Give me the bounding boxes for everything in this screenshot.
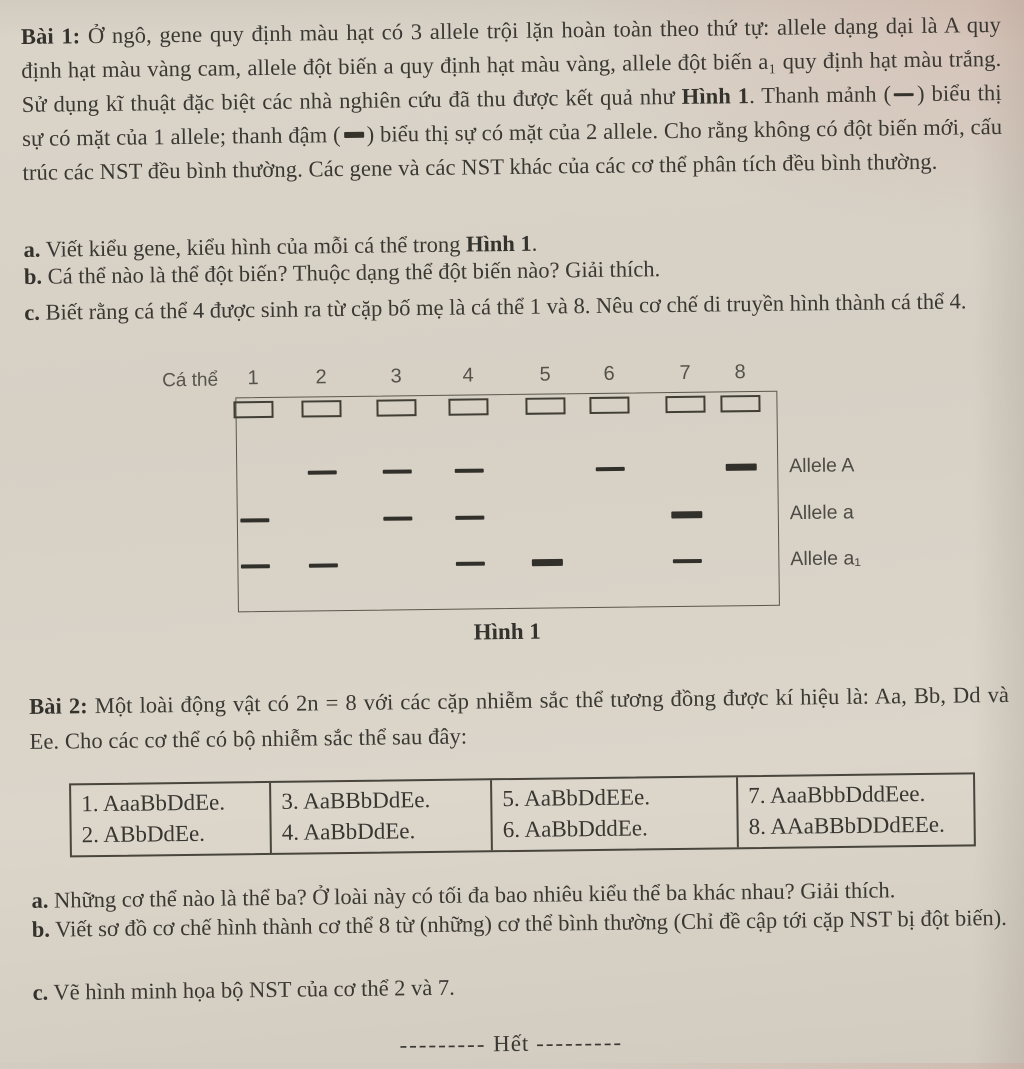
figure-caption: Hình 1 bbox=[473, 618, 541, 645]
lane-number: 6 bbox=[603, 362, 615, 385]
lane-number: 8 bbox=[734, 361, 746, 384]
genotype-entry: 6. AaBbDddEe. bbox=[502, 815, 648, 843]
question-text: Những cơ thể nào là thể ba? Ở loài này có tối đa bao nhiêu kiểu thể ba khác nhau? Giải thích. bbox=[48, 877, 896, 913]
bai1-text-4: ) biểu thị sự có mặt của 2 allele. Cho rằng không có đột biến mới, cấu trúc các NST đều bình thường. Các gene và các NST khác của các cơ thể phân tích đều bình thường. bbox=[22, 113, 1003, 185]
question-text: Biết rằng cá thể 4 được sinh ra từ cặp bố mẹ là cá thể 1 và 8. Nêu cơ chế di truyền hình thành cá thể 4. bbox=[39, 288, 967, 325]
table-column bbox=[269, 780, 491, 853]
question-letter: a. bbox=[31, 887, 49, 913]
bai2-label: Bài 2: bbox=[28, 693, 88, 719]
question-text: Viết sơ đồ cơ chế hình thành cơ thể 8 từ (những) cơ thể bình thường (Chỉ đề cập tới cặp NST bị đột biến). bbox=[49, 904, 1007, 942]
bai1-label: Bài 1: bbox=[20, 23, 81, 49]
table-column bbox=[736, 774, 974, 847]
thick-allele-band bbox=[671, 511, 702, 518]
bai1-figure-reference: Hình 1 bbox=[465, 230, 532, 257]
bai1-figure-reference: Hình 1 bbox=[681, 83, 750, 109]
thin-allele-band bbox=[240, 518, 269, 522]
gel-well bbox=[448, 398, 488, 415]
genotype-entry: 3. AaBBbDdEe. bbox=[281, 787, 431, 814]
thin-allele-band bbox=[383, 516, 412, 520]
end-label: Hết bbox=[493, 1030, 530, 1057]
genotype-entry: 2. ABbDdEe. bbox=[81, 820, 206, 848]
lane-number: 5 bbox=[539, 363, 551, 386]
question-text: Viết kiểu gene, kiểu hình của mỗi cá thể trong bbox=[40, 231, 467, 262]
thin-allele-band bbox=[673, 559, 702, 563]
gel-well bbox=[665, 396, 705, 413]
genotype-entry: 8. AAaBBbDDdEEe. bbox=[748, 811, 945, 840]
thin-allele-band bbox=[456, 562, 485, 566]
end-dashes-left: --------- bbox=[399, 1031, 487, 1058]
thin-allele-band bbox=[455, 516, 484, 520]
bai2-paragraph bbox=[29, 677, 1010, 759]
genotype-entry: 1. AaaBbDdEe. bbox=[81, 789, 226, 817]
question-letter: b. bbox=[23, 263, 43, 289]
lane-number: 7 bbox=[679, 361, 691, 384]
end-dashes-right: --------- bbox=[535, 1029, 624, 1056]
allele-row-label: Allele a₁ bbox=[790, 547, 862, 571]
bai1-text-3: ) biểu thị sự có mặt của 1 allele; thanh đậm ( bbox=[22, 79, 1002, 151]
allele-row-label: Allele a bbox=[789, 501, 854, 525]
lane-number: 2 bbox=[315, 366, 327, 389]
table-column bbox=[71, 783, 270, 855]
allele-row-label: Allele A bbox=[789, 454, 855, 478]
gel-well bbox=[301, 400, 341, 417]
bai2-text: Một loài động vật có 2n = 8 với các cặp nhiễm sắc thể tương đồng được kí hiệu là: Aa, Bb, Dd và Ee. Cho các cơ thể có bộ nhiễm sắc thể sau đây: bbox=[29, 681, 1010, 754]
genotype-entry: 7. AaaBbbDddEee. bbox=[748, 780, 926, 809]
question-text: Cá thể nào là thể đột biến? Thuộc dạng thể đột biến nào? Giải thích. bbox=[41, 256, 661, 289]
gel-well bbox=[720, 395, 760, 412]
table-column bbox=[490, 777, 737, 850]
question-letter: a. bbox=[23, 236, 41, 262]
thin-allele-band bbox=[308, 470, 337, 474]
thick-allele-band bbox=[726, 464, 757, 471]
question-text: . bbox=[531, 230, 538, 256]
thin-allele-band bbox=[596, 467, 625, 471]
bai1-text-2: . Thanh mảnh ( bbox=[748, 81, 892, 109]
genotype-entry: 5. AaBbDdEEe. bbox=[502, 784, 651, 812]
gel-well bbox=[233, 401, 273, 418]
question-letter: b. bbox=[31, 916, 51, 942]
question-text: Vẽ hình minh họa bộ NST của cơ thể 2 và 7. bbox=[48, 974, 455, 1005]
thin-allele-band bbox=[455, 469, 484, 473]
thick-allele-band bbox=[532, 559, 563, 566]
thin-allele-band bbox=[309, 563, 338, 567]
lane-number: 1 bbox=[247, 367, 259, 390]
thin-allele-band bbox=[383, 469, 412, 473]
lane-number: 3 bbox=[390, 365, 402, 388]
thin-allele-band bbox=[241, 564, 270, 568]
gel-box bbox=[235, 391, 780, 613]
gel-well bbox=[376, 399, 416, 416]
question-letter: c. bbox=[32, 979, 49, 1005]
bai1-text-1: Ở ngô, gene quy định màu hạt có 3 allele trội lặn hoàn toàn theo thứ tự: allele dạng dại là A quy định hạt màu vàng cam, allele đột biến a quy định hạt màu vàng, allele đột biến a₁ quy định hạt màu trắng. Sử dụng kĩ thuật đặc biệt các nhà nghiên cứu đã thu được kết quả như bbox=[21, 11, 1002, 117]
figure-lane-row-label: Cá thể bbox=[162, 369, 219, 392]
gel-well bbox=[589, 397, 629, 414]
bai2-question-c bbox=[32, 971, 455, 1009]
lane-number: 4 bbox=[462, 364, 474, 387]
question-letter: c. bbox=[24, 299, 41, 325]
gel-well bbox=[525, 397, 565, 414]
bai2-table bbox=[69, 772, 976, 857]
genotype-entry: 4. AaBbDdEe. bbox=[281, 818, 416, 845]
